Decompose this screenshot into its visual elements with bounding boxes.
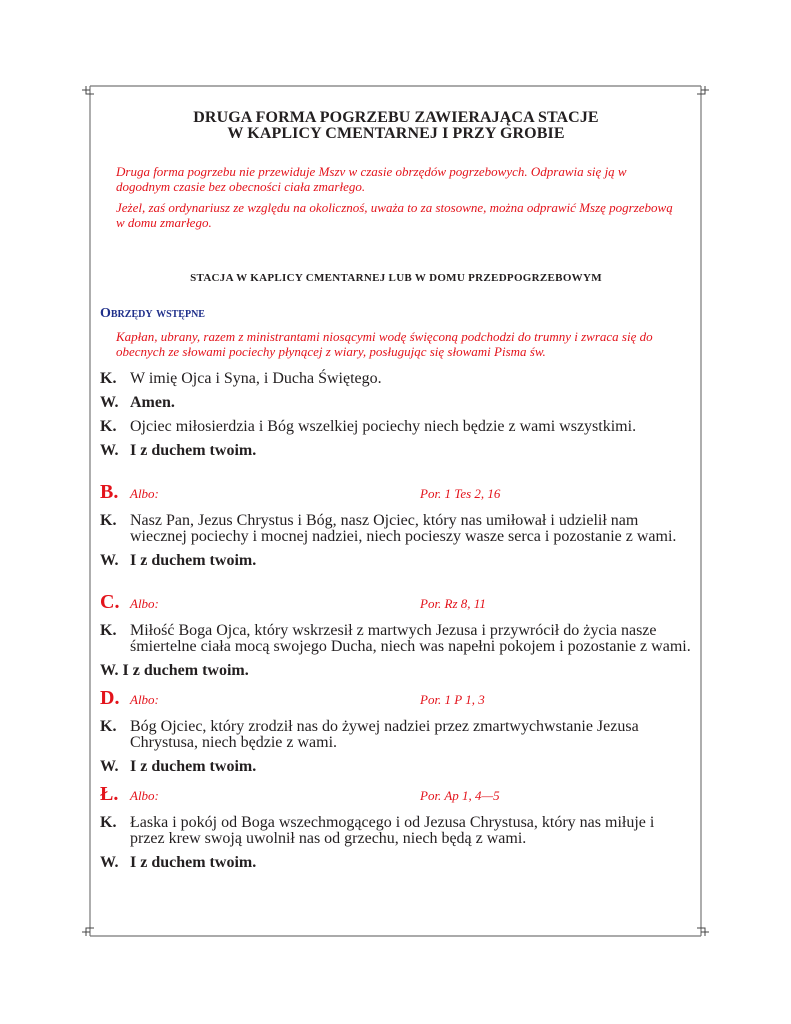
dialogue-line <box>100 759 692 775</box>
dialogue-text: Amen. <box>130 394 175 411</box>
alternative-letter: C. <box>100 591 120 613</box>
dialogue-line <box>100 719 692 751</box>
speaker-label: K. <box>100 718 117 735</box>
albo-label: Albo: <box>130 788 159 803</box>
dialogue-line <box>100 395 692 411</box>
speaker-label: W. <box>100 552 119 569</box>
section-heading: Obrzędy wstępne <box>100 306 205 321</box>
speaker-label: K. <box>100 512 117 529</box>
albo-label: Albo: <box>130 486 159 501</box>
dialogue-text: I z duchem twoim. <box>130 854 257 871</box>
speaker-label: W. <box>100 442 119 459</box>
speaker-label: K. <box>100 370 117 387</box>
scripture-reference: Por. Rz 8, 11 <box>420 596 486 611</box>
dialogue-line <box>100 553 692 569</box>
alternative-header-b <box>100 481 692 504</box>
dialogue-line <box>100 855 692 871</box>
dialogue-line <box>100 443 692 459</box>
alternative-letter: Ł. <box>100 783 119 805</box>
dialogue-text: W. I z duchem twoim. <box>100 662 249 679</box>
alternative-header-d <box>100 687 692 710</box>
scripture-reference: Por. Ap 1, 4—5 <box>420 788 500 803</box>
dialogue-text: Bóg Ojciec, który zrodził nas do żywej nadziei przez zmartwychwstanie Jezusa Chrystusa, niech będzie z wami. <box>130 718 639 751</box>
speaker-label: W. <box>100 394 119 411</box>
dialogue-text: I z duchem twoim. <box>130 552 257 569</box>
dialogue-line <box>100 623 692 655</box>
dialogue-line <box>100 513 692 545</box>
scripture-reference: Por. 1 Tes 2, 16 <box>420 486 501 501</box>
speaker-label: W. <box>100 854 119 871</box>
alternative-letter: D. <box>100 687 120 709</box>
section-rubric: Kapłan, ubrany, razem z ministrantami niosącymi wodę święconą podchodzi do trumny i zwraca się do obecnych ze słowami pociechy płynącej z wiary, posługując się słowami Pisma św. <box>116 329 653 359</box>
intro-rubric-1: Druga forma pogrzebu nie przewiduje Mszv w czasie obrzędów pogrzebowych. Odprawia się ją w dogodnym czasie bez obecności ciała zmarłego. <box>116 164 627 194</box>
dialogue-line <box>100 371 692 387</box>
alternative-letter: B. <box>100 481 119 503</box>
dialogue-text: Ojciec miłosierdzia i Bóg wszelkiej pociechy niech będzie z wami wszystkimi. <box>130 418 637 435</box>
document-title <box>100 110 692 142</box>
dialogue-line <box>100 663 692 679</box>
dialogue-text: Nasz Pan, Jezus Chrystus i Bóg, nasz Ojciec, który nas umiłował i udzielił nam wiecznej pociechy i mocnej nadziei, niech pocieszy wasze serca i pozostanie z wami. <box>130 512 677 545</box>
dialogue-text: I z duchem twoim. <box>130 758 257 775</box>
dialogue-text: Łaska i pokój od Boga wszechmogącego i od Jezusa Chrystusa, który nas miłuje i przez krew swoją uwolnił nas od grzechu, niech będą z wami. <box>130 814 655 847</box>
dialogue-line <box>100 419 692 435</box>
dialogue-text: I z duchem twoim. <box>130 442 257 459</box>
title-line-1: DRUGA FORMA POGRZEBU ZAWIERAJĄCA STACJE <box>193 109 599 126</box>
alternative-header-l <box>100 783 692 806</box>
albo-label: Albo: <box>130 692 159 707</box>
scripture-reference: Por. 1 P 1, 3 <box>420 692 485 707</box>
alternative-header-c <box>100 591 692 614</box>
dialogue-text: W imię Ojca i Syna, i Ducha Świętego. <box>130 370 382 387</box>
dialogue-text: Miłość Boga Ojca, który wskrzesił z martwych Jezusa i przywrócił do życia nasze śmiertelne ciała mocą swojego Ducha, niech was napełni pokojem i pozostanie z wami. <box>130 622 691 655</box>
station-title: STACJA W KAPLICY CMENTARNEJ LUB W DOMU PRZEDPOGRZEBOWYM <box>190 272 602 284</box>
title-line-2: W KAPLICY CMENTARNEJ I PRZY GROBIE <box>227 125 565 142</box>
speaker-label: W. <box>100 758 119 775</box>
speaker-label: K. <box>100 418 117 435</box>
document-body <box>100 110 692 879</box>
speaker-label: K. <box>100 622 117 639</box>
albo-label: Albo: <box>130 596 159 611</box>
intro-rubric-2: Jeżel, zaś ordynariusz ze względu na okolicznoś, uważa to za stosowne, można odprawić Mszę pogrzebową w domu zmarłego. <box>116 200 673 230</box>
dialogue-line <box>100 815 692 847</box>
speaker-label: K. <box>100 814 117 831</box>
